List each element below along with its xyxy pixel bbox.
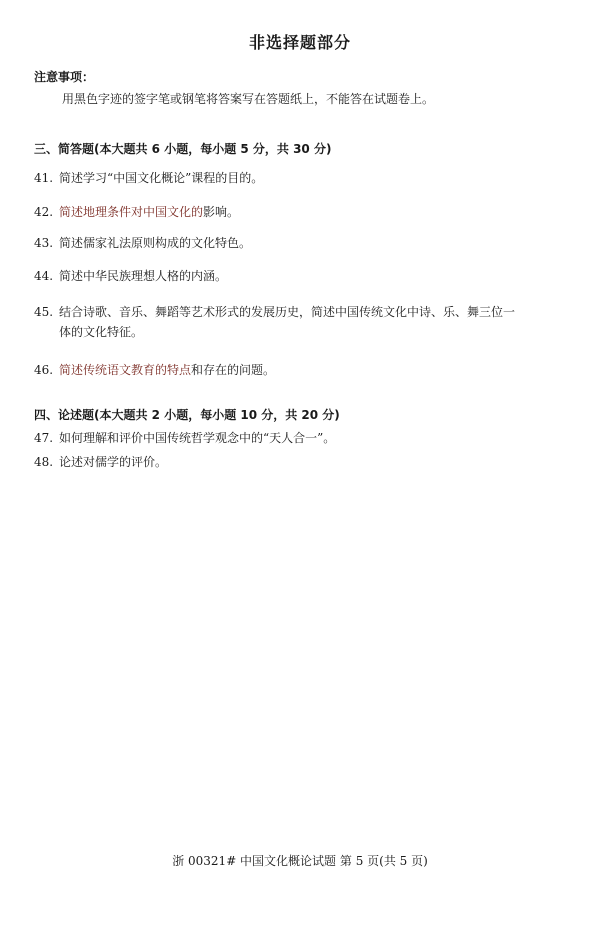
question-number: 46. [34,363,54,377]
question-number: 47. [34,431,54,445]
question-number: 45. [34,305,54,319]
question-44 [34,266,564,286]
question-number: 42. [34,205,54,219]
question-text-highlighted: 简述传统语文教育的特点 [59,363,192,377]
question-number: 44. [34,269,54,283]
notice-text: 用黑色字迹的签字笔或钢笔将答案写在答题纸上，不能答在试题卷上。 [62,92,435,106]
question-text: 简述学习“中国文化概论”课程的目的。 [59,171,264,185]
question-43 [34,233,564,253]
question-text: 和存在的问题。 [191,363,276,377]
page-title: 非选择题部分 [248,33,351,52]
question-text: 如何理解和评价中国传统哲学观念中的“天人合一”。 [59,431,336,445]
question-46 [34,360,564,380]
question-number: 41. [34,171,54,185]
question-text: 论述对儒学的评价。 [59,455,168,469]
question-41 [34,168,564,188]
section-heading-short-answer: 三、简答题(本大题共 6 小题，每小题 5 分，共 30 分) [34,142,332,156]
question-48 [34,452,564,472]
question-text: 结合诗歌、音乐、舞蹈等艺术形式的发展历史，简述中国传统文化中诗、乐、舞三位一 [59,305,516,319]
question-text-highlighted: 简述地理条件对中国文化的 [59,205,204,219]
question-text: 简述中华民族理想人格的内涵。 [59,269,228,283]
notice-label: 注意事项： [34,70,95,84]
question-text: 简述儒家礼法原则构成的文化特色。 [59,236,252,250]
question-47 [34,428,564,448]
question-number: 48. [34,455,54,469]
question-45 [34,302,564,342]
question-42 [34,202,564,222]
question-text: 影响。 [203,205,240,219]
question-number: 43. [34,236,54,250]
page-footer: 浙 00321# 中国文化概论试题 第 5 页(共 5 页) [172,854,428,868]
question-text-continued: 体的文化特征。 [59,325,144,339]
section-heading-essay: 四、论述题(本大题共 2 小题，每小题 10 分，共 20 分) [34,408,340,422]
